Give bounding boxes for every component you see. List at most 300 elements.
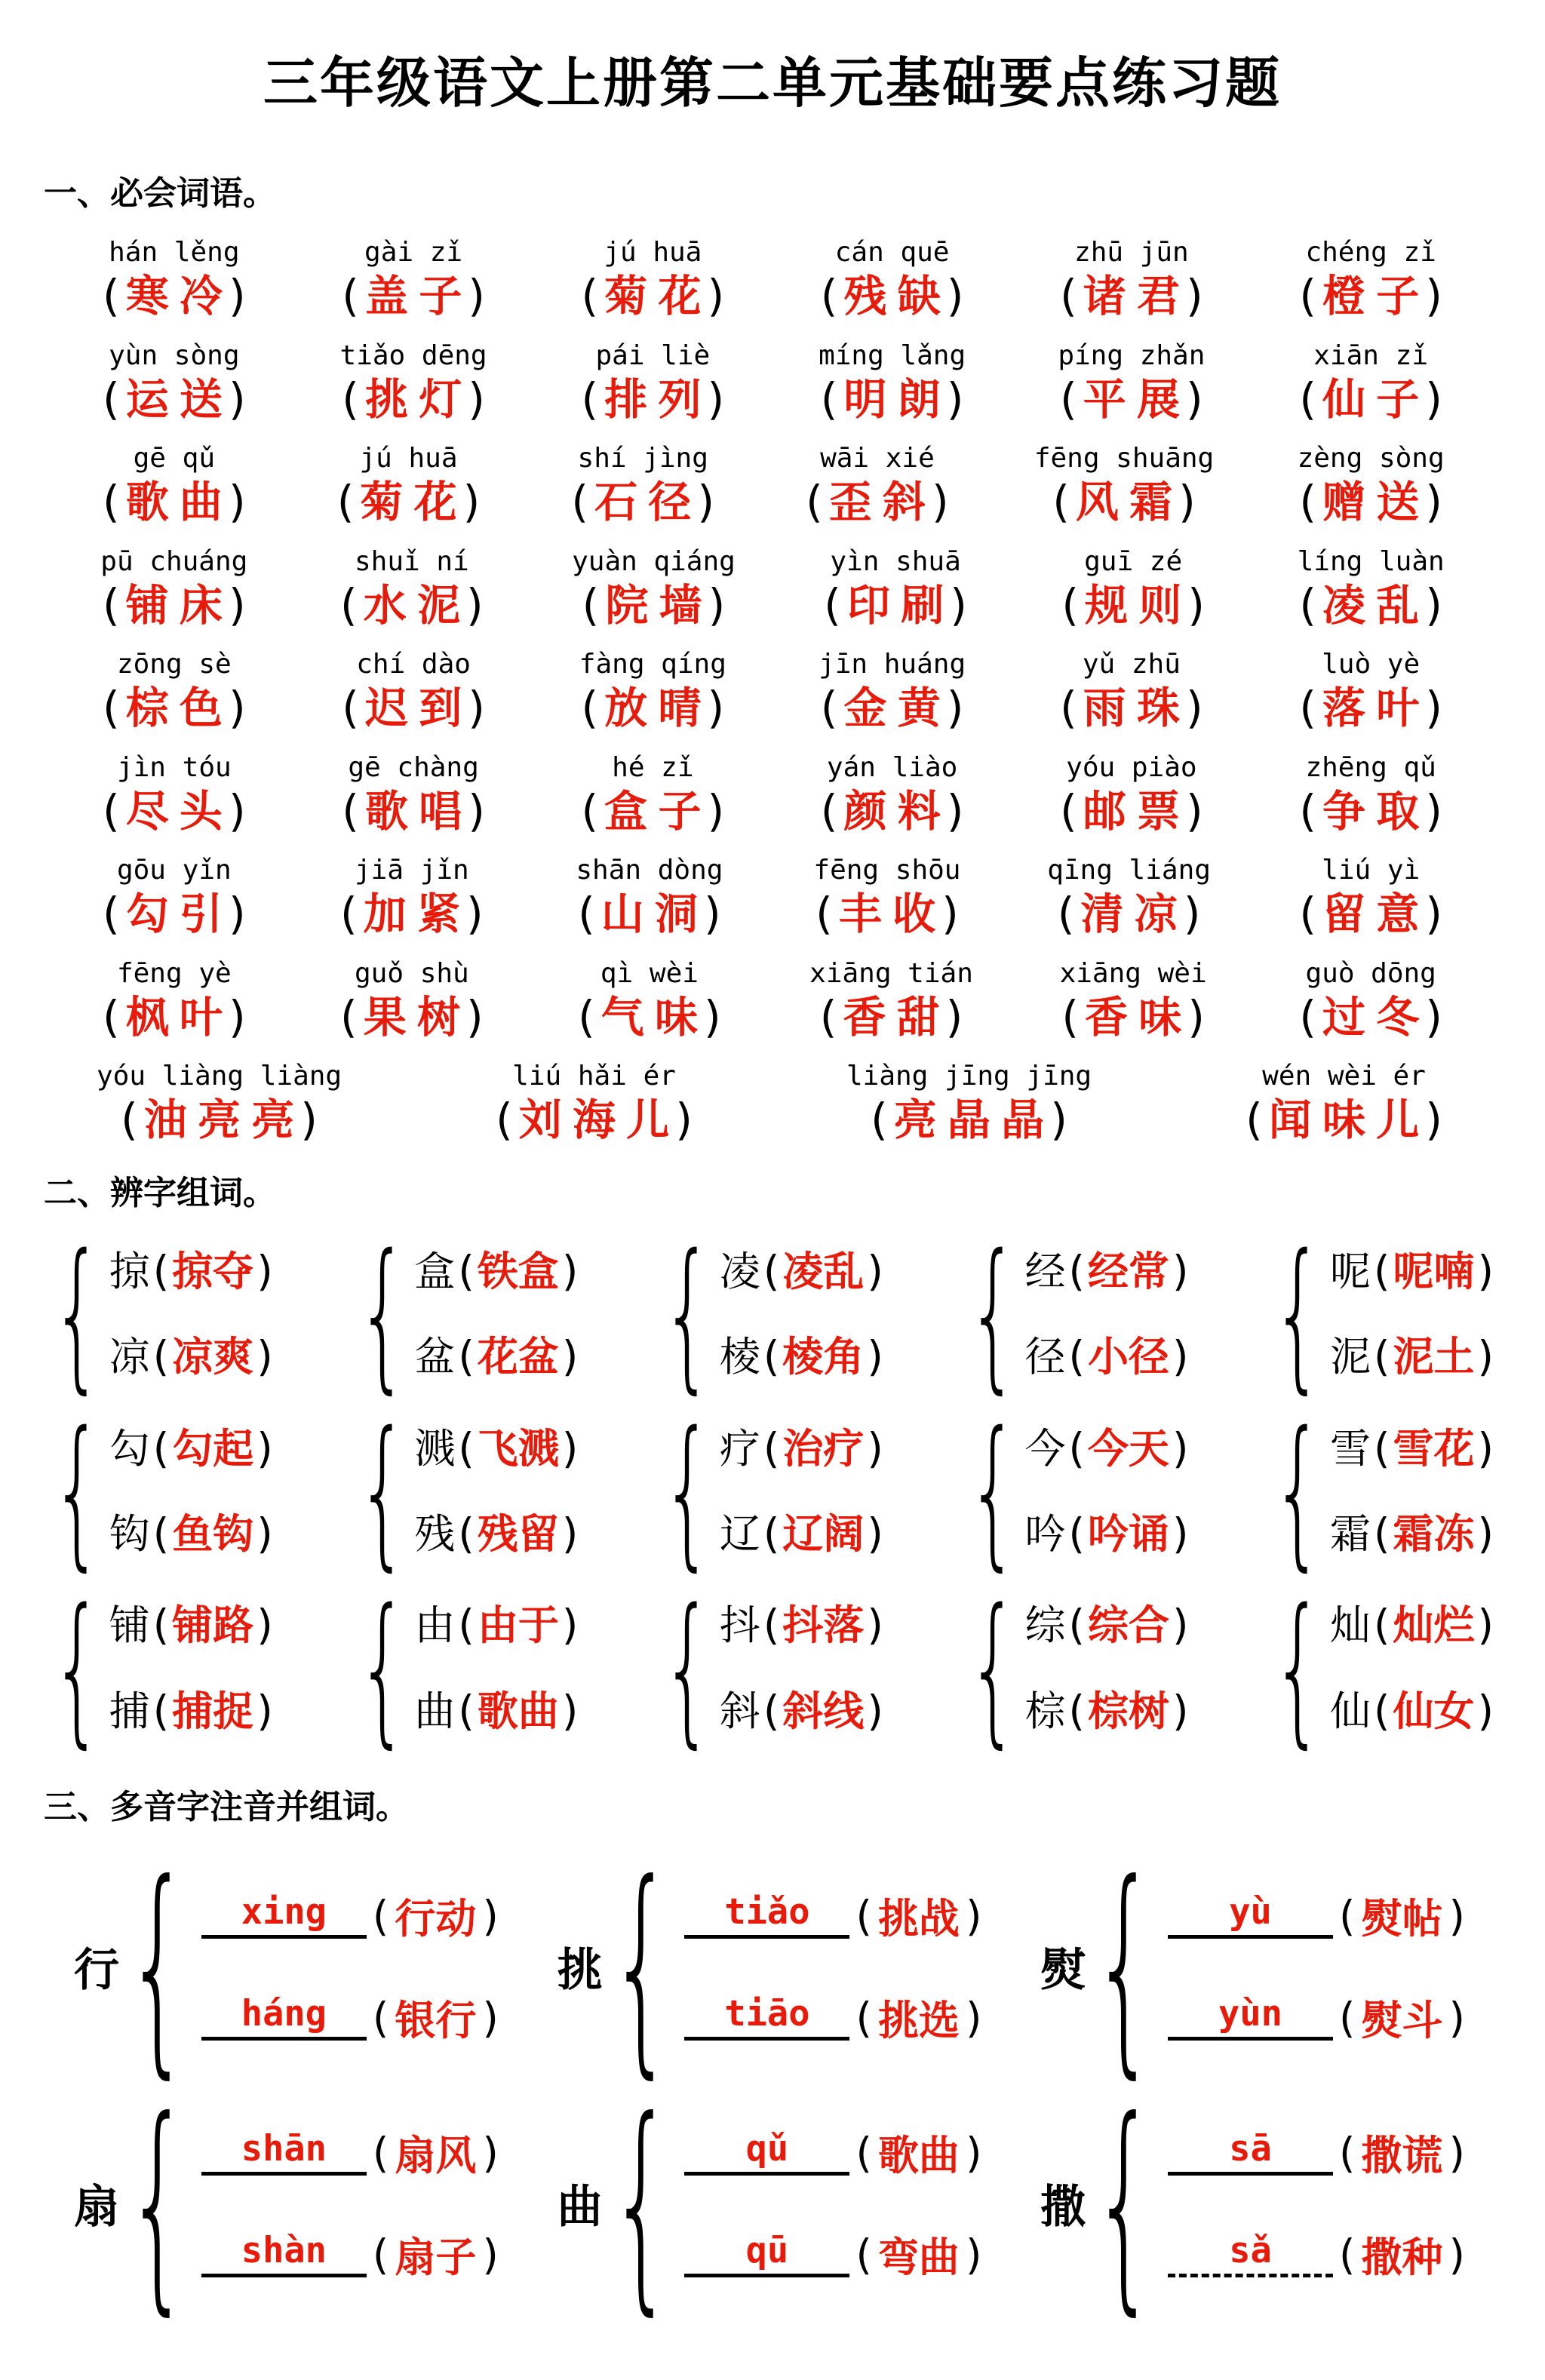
word-text: 香 甜 (843, 993, 940, 1042)
pinyin-label: fàng qíng (579, 649, 726, 680)
open-paren: ( (458, 1246, 475, 1295)
open-paren: ( (1339, 2230, 1356, 2279)
compare-line (1330, 1688, 1497, 1734)
open-paren: ( (855, 1891, 872, 1940)
compare-line (414, 1334, 581, 1380)
open-paren: ( (152, 1686, 170, 1735)
polyphone-column (684, 1887, 988, 2047)
word-group (336, 649, 491, 734)
word-text: 刘 海 儿 (518, 1097, 670, 1145)
base-character: 凌 (719, 1248, 760, 1294)
word-group (1054, 649, 1209, 734)
open-paren: ( (763, 1423, 780, 1473)
close-paren: ) (867, 1686, 883, 1735)
word-text: 邮 票 (1083, 788, 1180, 836)
pinyin-blank: shàn (201, 2232, 367, 2277)
polyphone-group (557, 2071, 988, 2335)
word-answer (97, 374, 252, 425)
brace-icon: { (51, 1219, 103, 1409)
close-paren: ) (704, 990, 721, 1043)
word-text: 气 味 (600, 993, 699, 1042)
word-answer (815, 271, 970, 322)
open-paren: ( (1246, 1094, 1263, 1146)
word-answer (1293, 580, 1448, 631)
pinyin-label: yán liào (826, 751, 958, 783)
close-paren: ) (1172, 1601, 1189, 1650)
word-group (809, 958, 973, 1043)
word-group (1055, 546, 1211, 631)
open-paren: ( (1060, 682, 1077, 734)
word-group (97, 340, 252, 425)
pinyin-blank: qǔ (684, 2130, 849, 2176)
word-group (97, 546, 252, 631)
compare-row (48, 1219, 1497, 1409)
open-paren: ( (1299, 476, 1316, 528)
polyphone-entry (201, 2124, 505, 2182)
open-paren: ( (1068, 1686, 1085, 1735)
open-paren: ( (820, 785, 838, 837)
word-text: 棱角 (782, 1334, 865, 1380)
word-group (1293, 958, 1448, 1043)
word-text: 诸 君 (1083, 273, 1180, 321)
polyphone-column (1168, 2124, 1471, 2283)
word-group (97, 855, 252, 940)
word-answer (1054, 683, 1209, 734)
pinyin-label: qì wèi (600, 957, 699, 989)
word-text: 铺路 (172, 1603, 254, 1649)
word-answer (1034, 477, 1214, 528)
word-group (97, 443, 252, 528)
compare-line (414, 1688, 581, 1734)
close-paren: ) (1477, 1601, 1494, 1650)
open-paren: ( (855, 1993, 872, 2042)
pinyin-label: gài zǐ (364, 237, 463, 268)
open-paren: ( (763, 1332, 780, 1381)
open-paren: ( (152, 1509, 170, 1559)
close-paren: ) (945, 990, 963, 1043)
word-answer (846, 1095, 1092, 1146)
close-paren: ) (867, 1246, 883, 1295)
word-answer (1293, 477, 1448, 528)
close-paren: ) (256, 1601, 273, 1650)
polyphone-entry (1168, 1988, 1471, 2047)
pinyin-label: xiān zǐ (1313, 339, 1428, 371)
compare-line (109, 1423, 276, 1473)
base-character: 综 (1024, 1603, 1066, 1649)
word-text: 凉爽 (172, 1334, 254, 1380)
open-paren: ( (1339, 2128, 1356, 2177)
close-paren: ) (228, 888, 246, 940)
close-paren: ) (950, 579, 967, 631)
word-group (565, 443, 720, 528)
pinyin-label: wén wèi ér (1262, 1061, 1426, 1092)
pinyin-label: shuǐ ní (355, 545, 469, 577)
close-paren: ) (468, 270, 485, 321)
word-text: 金 黄 (843, 685, 941, 733)
close-paren: ) (932, 476, 949, 528)
close-paren: ) (1178, 476, 1196, 528)
pinyin-label: jìn tóu (116, 751, 232, 783)
word-text: 橙 子 (1322, 273, 1420, 321)
open-paren: ( (1068, 1423, 1085, 1473)
open-paren: ( (103, 682, 120, 734)
open-paren: ( (372, 1891, 389, 1940)
brace-icon: { (125, 2071, 191, 2335)
compare-column (414, 1602, 581, 1734)
close-paren: ) (867, 1509, 883, 1559)
close-paren: ) (946, 270, 964, 321)
compare-column (1024, 1602, 1191, 1734)
open-paren: ( (103, 373, 120, 425)
close-paren: ) (1186, 785, 1203, 837)
close-paren: ) (256, 1509, 273, 1559)
compare-group (964, 1219, 1192, 1409)
open-paren: ( (1299, 270, 1317, 321)
compare-group (48, 1396, 276, 1586)
word-text: 吟诵 (1087, 1512, 1169, 1558)
open-paren: ( (582, 579, 600, 631)
word-text: 灿烂 (1393, 1603, 1475, 1649)
compare-line (720, 1688, 886, 1734)
word-group (97, 237, 252, 322)
base-character: 挑 (557, 1945, 603, 1996)
word-text: 风 霜 (1075, 479, 1173, 527)
polyphone-entry (201, 1887, 505, 1945)
base-character: 霜 (1329, 1512, 1371, 1558)
compare-group (964, 1396, 1192, 1586)
compare-column (720, 1602, 886, 1734)
word-group (815, 752, 970, 837)
pinyin-blank: shān (201, 2130, 367, 2176)
close-paren: ) (228, 476, 246, 528)
open-paren: ( (1068, 1509, 1085, 1559)
base-character: 勾 (109, 1426, 150, 1472)
word-text: 飞溅 (477, 1426, 559, 1472)
pinyin-label: hé zǐ (612, 751, 694, 783)
pinyin-label: guī zé (1084, 545, 1183, 577)
word-text: 凌 乱 (1322, 582, 1420, 630)
compare-line (1330, 1602, 1497, 1648)
close-paren: ) (1425, 785, 1442, 837)
close-paren: ) (228, 373, 246, 425)
word-text: 清 凉 (1080, 891, 1178, 939)
close-paren: ) (1187, 579, 1205, 631)
open-paren: ( (819, 990, 837, 1043)
open-paren: ( (578, 888, 595, 940)
open-paren: ( (1052, 476, 1070, 528)
compare-column (719, 1423, 886, 1559)
brace-icon: { (1272, 1396, 1324, 1586)
pinyin-label: yóu piào (1066, 751, 1197, 783)
close-paren: ) (946, 373, 964, 425)
brace-icon: { (356, 1573, 409, 1763)
compare-group (1269, 1573, 1497, 1763)
polyphone-column (684, 2124, 988, 2283)
open-paren: ( (1068, 1601, 1085, 1650)
compare-column (1330, 1602, 1497, 1734)
close-paren: ) (867, 1423, 883, 1473)
polyphone-group (74, 2071, 505, 2335)
close-paren: ) (462, 476, 481, 528)
compare-line (1024, 1423, 1191, 1473)
open-paren: ( (1339, 1993, 1356, 2042)
word-text: 亮 晶 晶 (893, 1097, 1045, 1145)
compare-group (354, 1219, 582, 1409)
polyphone-entry (684, 1988, 988, 2047)
open-paren: ( (152, 1332, 170, 1381)
word-answer (97, 1095, 342, 1146)
pinyin-label: pū chuáng (100, 545, 248, 577)
word-text: 歪 斜 (828, 479, 926, 527)
close-paren: ) (1186, 270, 1203, 321)
polyphone-entry (1168, 2124, 1471, 2182)
open-paren: ( (763, 1246, 780, 1295)
word-answer (815, 683, 970, 734)
close-paren: ) (300, 1094, 318, 1146)
pinyin-label: yìn shuā (830, 545, 961, 577)
polyphone-column (201, 2124, 505, 2283)
word-group (1055, 958, 1211, 1043)
pinyin-label: guǒ shù (355, 957, 469, 989)
brace-icon: { (1092, 2071, 1157, 2335)
page-title: 三年级语文上册第二单元基础要点练习题 (263, 54, 1282, 114)
pinyin-blank: xing (201, 1893, 367, 1939)
base-character: 行 (74, 1945, 119, 1996)
word-answer (334, 580, 490, 631)
word-text: 雨 珠 (1083, 685, 1180, 733)
pinyin-label: zhū jūn (1074, 237, 1189, 268)
compare-row (48, 1573, 1497, 1763)
base-character: 呢 (1329, 1248, 1371, 1294)
polyphone-group (1040, 1835, 1471, 2099)
close-paren: ) (1425, 373, 1442, 425)
word-answer (815, 374, 970, 425)
word-answer (815, 786, 970, 837)
compare-line (109, 1248, 276, 1294)
word-group (331, 443, 487, 528)
compare-group (354, 1573, 582, 1763)
word-text: 颜 料 (843, 788, 941, 836)
open-paren: ( (581, 682, 599, 734)
word-group (97, 649, 252, 734)
close-paren: ) (561, 1423, 579, 1473)
pinyin-label: yǔ zhū (1082, 649, 1181, 680)
open-paren: ( (1299, 990, 1317, 1043)
word-row (97, 340, 1448, 425)
pinyin-label: gē qǔ (133, 443, 215, 474)
word-row (97, 752, 1448, 837)
compare-line (720, 1602, 886, 1648)
compare-column (1330, 1248, 1497, 1380)
polyphone-group (557, 1835, 988, 2099)
pinyin-label: zōng sè (116, 649, 232, 680)
open-paren: ( (103, 476, 120, 528)
word-answer (1047, 889, 1211, 940)
word-text: 抖落 (782, 1603, 865, 1649)
pinyin-label: zhēng qǔ (1305, 751, 1436, 783)
base-character: 捕 (109, 1688, 150, 1734)
word-text: 鱼钩 (172, 1512, 254, 1558)
word-answer (336, 374, 491, 425)
close-paren: ) (256, 1423, 273, 1473)
compare-line (720, 1511, 886, 1557)
close-paren: ) (228, 682, 246, 734)
base-character: 盆 (414, 1334, 456, 1380)
open-paren: ( (820, 270, 838, 321)
word-group (1054, 237, 1209, 322)
close-paren: ) (965, 1891, 982, 1940)
brace-icon: { (609, 2071, 674, 2335)
word-text: 泥土 (1393, 1334, 1475, 1380)
word-answer (1239, 1095, 1448, 1146)
open-paren: ( (1373, 1509, 1390, 1559)
open-paren: ( (1299, 785, 1317, 837)
close-paren: ) (867, 1332, 883, 1381)
polyphone-entry (684, 2124, 988, 2182)
close-paren: ) (228, 270, 246, 321)
open-paren: ( (1373, 1601, 1390, 1650)
close-paren: ) (228, 785, 246, 837)
close-paren: ) (1425, 682, 1442, 734)
word-group (1293, 546, 1448, 631)
word-text: 弯曲 (877, 2235, 960, 2281)
word-text: 凌乱 (782, 1248, 865, 1294)
open-paren: ( (458, 1601, 475, 1650)
compare-line (1024, 1602, 1191, 1648)
word-answer (565, 477, 720, 528)
close-paren: ) (1425, 270, 1442, 321)
pinyin-label: cán quē (834, 237, 950, 268)
base-character: 棕 (1024, 1688, 1066, 1734)
compare-line (1024, 1334, 1191, 1380)
polyphone-row (74, 1835, 1471, 2099)
brace-icon: { (356, 1219, 409, 1409)
word-answer (1054, 271, 1209, 322)
pinyin-label: gōu yǐn (116, 855, 232, 886)
pinyin-label: jīn huáng (819, 649, 966, 680)
word-group (576, 237, 731, 322)
polyphone-entry (1168, 2225, 1471, 2283)
pinyin-label: míng lǎng (819, 339, 966, 371)
word-text: 残留 (477, 1512, 559, 1558)
section1-heading: 一、必会词语。 (44, 175, 276, 212)
word-answer (97, 992, 252, 1043)
pinyin-label: jú huā (359, 443, 458, 474)
word-text: 掠夺 (172, 1248, 254, 1294)
close-paren: ) (1477, 1423, 1494, 1473)
word-text: 菊 花 (360, 479, 457, 527)
pinyin-label: liú yì (1322, 855, 1421, 886)
word-text: 山 洞 (600, 891, 699, 939)
base-character: 今 (1024, 1426, 1066, 1472)
word-answer (576, 374, 731, 425)
open-paren: ( (1339, 1891, 1356, 1940)
brace-icon: { (125, 1835, 191, 2099)
word-group (97, 752, 252, 837)
pinyin-label: shí jìng (577, 443, 708, 474)
word-text: 捕捉 (172, 1688, 254, 1734)
close-paren: ) (1183, 888, 1201, 940)
base-character: 掠 (109, 1248, 150, 1294)
open-paren: ( (152, 1601, 170, 1650)
close-paren: ) (965, 2230, 982, 2279)
close-paren: ) (946, 785, 964, 837)
open-paren: ( (121, 1094, 138, 1146)
word-group (815, 237, 970, 322)
compare-line (1329, 1423, 1497, 1473)
word-group (572, 958, 727, 1043)
word-answer (97, 786, 252, 837)
word-text: 石 径 (594, 479, 692, 527)
word-answer (336, 683, 491, 734)
close-paren: ) (941, 888, 959, 940)
pinyin-label: yuàn qiáng (572, 545, 736, 577)
brace-icon: { (1092, 1835, 1157, 2099)
open-paren: ( (103, 785, 120, 837)
close-paren: ) (946, 682, 964, 734)
compare-line (414, 1423, 581, 1473)
word-group (1293, 855, 1448, 940)
base-character: 曲 (557, 2182, 603, 2233)
word-text: 撒种 (1361, 2235, 1443, 2281)
close-paren: ) (1186, 373, 1203, 425)
pinyin-label: shān dòng (576, 855, 723, 886)
pinyin-label: fēng shōu (813, 855, 961, 886)
word-answer (1293, 889, 1448, 940)
close-paren: ) (965, 2128, 982, 2177)
close-paren: ) (228, 579, 246, 631)
word-answer (331, 477, 487, 528)
open-paren: ( (855, 2230, 872, 2279)
word-group (576, 340, 731, 425)
compare-group (964, 1573, 1192, 1763)
close-paren: ) (482, 1891, 499, 1940)
pinyin-label: pái liè (595, 339, 711, 371)
word-answer (809, 992, 973, 1043)
pinyin-label: yóu liàng liàng (97, 1061, 342, 1092)
close-paren: ) (965, 1993, 982, 2042)
compare-line (1330, 1334, 1497, 1380)
pinyin-label: qīng liáng (1047, 855, 1211, 886)
close-paren: ) (1187, 990, 1205, 1043)
word-text: 由于 (477, 1603, 559, 1649)
close-paren: ) (1477, 1509, 1494, 1559)
compare-column (720, 1248, 886, 1380)
word-answer (800, 477, 955, 528)
pinyin-label: tiǎo dēng (339, 339, 487, 371)
close-paren: ) (1172, 1686, 1189, 1735)
close-paren: ) (1425, 579, 1442, 631)
open-paren: ( (152, 1423, 170, 1473)
brace-icon: { (356, 1396, 409, 1586)
compare-group (48, 1219, 276, 1409)
open-paren: ( (342, 785, 359, 837)
close-paren: ) (1186, 682, 1203, 734)
word-text: 挑选 (877, 1998, 960, 2044)
base-character: 铺 (109, 1603, 150, 1649)
word-answer (97, 271, 252, 322)
open-paren: ( (581, 373, 599, 425)
polyphone-group (1040, 2071, 1471, 2335)
compare-column (414, 1423, 581, 1559)
compare-line (720, 1334, 886, 1380)
close-paren: ) (561, 1246, 579, 1295)
word-answer (490, 1095, 699, 1146)
word-answer (1055, 992, 1211, 1043)
word-text: 仙女 (1393, 1688, 1475, 1734)
pinyin-label: jú huā (604, 237, 702, 268)
close-paren: ) (1448, 1993, 1465, 2042)
